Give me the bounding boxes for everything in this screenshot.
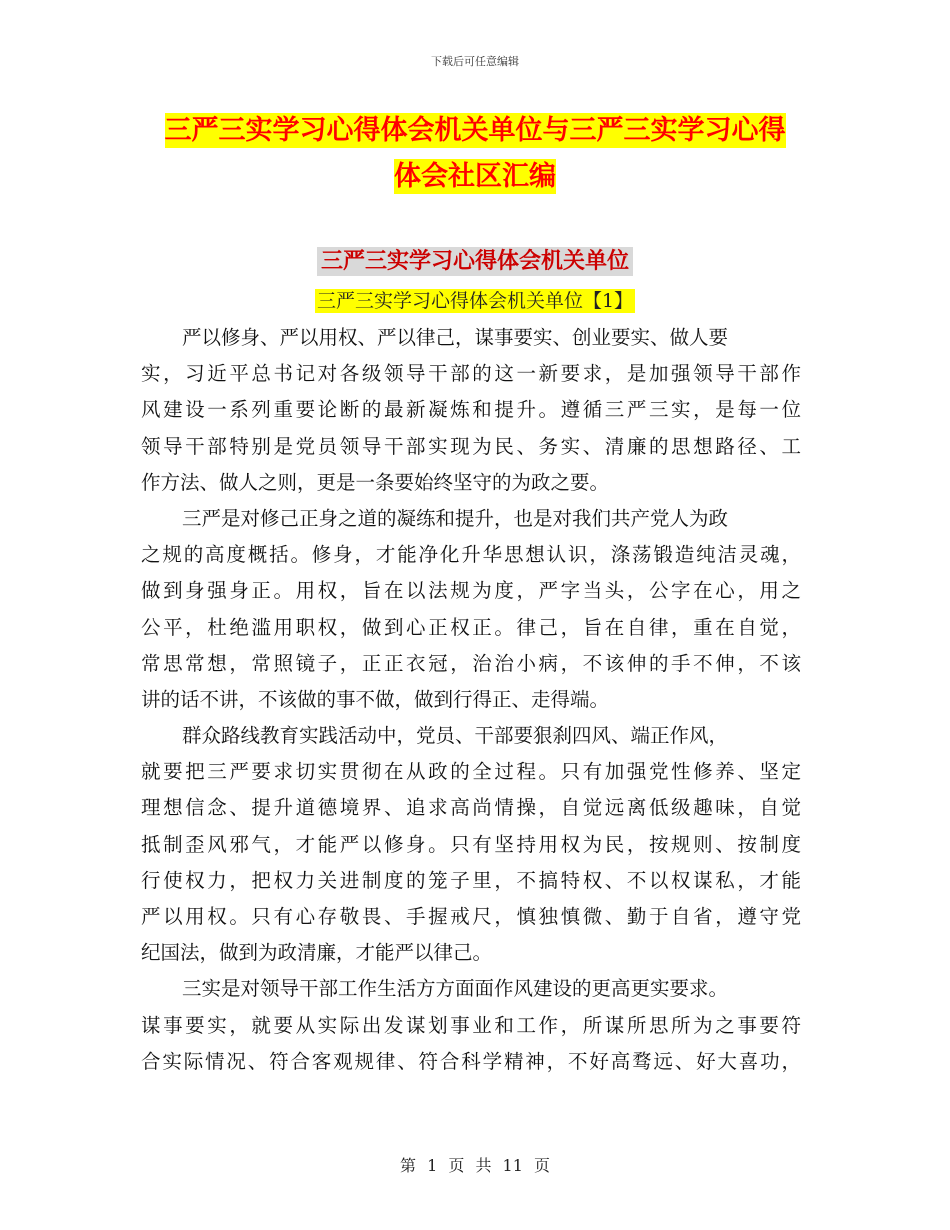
sub-heading-text: 三严三实学习心得体会机关单位【1】: [316, 290, 634, 312]
page-number-footer: 第 1 页 共 11 页: [400, 1156, 550, 1175]
paragraph-line: 谋事要实，就要从实际出发谋划事业和工作，所谋所思所为之事要符: [141, 1013, 801, 1037]
paragraph-line: 三严是对修己正身之道的凝练和提升，也是对我们共产党人为政: [182, 506, 729, 530]
paragraph-line: 做到身强身正。用权，旨在以法规为度，严字当头，公字在心，用之: [141, 579, 801, 603]
paragraph-line: 常思常想，常照镜子，正正衣冠，治治小病，不该伸的手不伸，不该: [141, 651, 801, 675]
document-title-line-1: 三严三实学习心得体会机关单位与三严三实学习心得: [164, 115, 786, 146]
paragraph-line: 风建设一系列重要论断的最新凝炼和提升。遵循三严三实，是每一位: [141, 398, 801, 422]
paragraph-line: 讲的话不讲，不该做的事不做，做到行得正、走得端。: [141, 687, 610, 711]
paragraph-line: 领导干部特别是党员领导干部实现为民、务实、清廉的思想路径、工: [141, 434, 801, 458]
paragraph-line: 行使权力，把权力关进制度的笼子里，不搞特权、不以权谋私，才能: [141, 868, 801, 892]
paragraph-line: 理想信念、提升道德境界、追求高尚情操，自觉远离低级趣味，自觉: [141, 796, 801, 820]
paragraph-line: 抵制歪风邪气，才能严以修身。只有坚持用权为民，按规则、按制度: [141, 832, 801, 856]
body-text: [141, 320, 801, 1080]
paragraph-line: 就要把三严要求切实贯彻在从政的全过程。只有加强党性修养、坚定: [141, 760, 801, 784]
section-heading: [0, 244, 950, 280]
paragraph-line: 合实际情况、符合客观规律、符合科学精神，不好高骛远、好大喜功，: [141, 1049, 801, 1073]
paragraph-line: 实，习近平总书记对各级领导干部的这一新要求，是加强领导干部作: [141, 362, 801, 386]
paragraph-line: 严以用权。只有心存敬畏、手握戒尺，慎独慎微、勤于自省，遵守党: [141, 905, 801, 928]
paragraph-line: 作方法、做人之则，更是一条要始终坚守的为政之要。: [141, 470, 610, 494]
paragraph-line: 群众路线教育实践活动中，党员、干部要狠刹四风、端正作风，: [182, 724, 729, 748]
page-header-note: 下载后可任意编辑: [431, 55, 519, 68]
sub-heading: [0, 286, 950, 316]
section-heading-text: 三严三实学习心得体会机关单位: [317, 247, 633, 276]
document-title: [0, 108, 950, 200]
document-title-line-2: 体会社区汇编: [394, 161, 556, 192]
paragraph-line: 三实是对领导干部工作生活方方面面作风建设的更高更实要求。: [182, 977, 729, 1001]
paragraph-line: 纪国法，做到为政清廉，才能严以律己。: [141, 941, 493, 965]
paragraph-line: 公平，杜绝滥用职权，做到心正权正。律己，旨在自律，重在自觉，: [141, 615, 801, 639]
paragraph-line: 严以修身、严以用权、严以律己，谋事要实、创业要实、做人要: [182, 326, 729, 349]
paragraph-line: 之规的高度概括。修身，才能净化升华思想认识，涤荡锻造纯洁灵魂，: [141, 543, 801, 567]
